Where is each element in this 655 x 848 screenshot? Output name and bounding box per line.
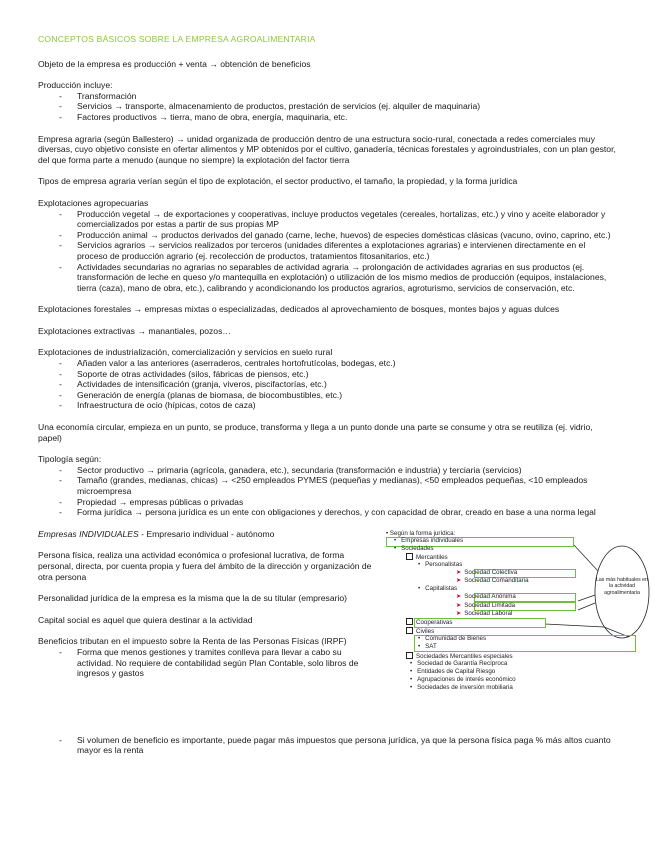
diagram-cooperativas: Cooperativas [406,618,452,627]
individuales-heading-rest: - Empresario individual - autónomo [138,528,275,539]
document-page [38,34,648,769]
diagram-capitalistas: • Capitalistas [418,584,458,592]
list-item: - Tamaño (grandes, medianas, chicas) → <250 empleados PYMES (pequeñas y medianas), <50 empleados pequeñas, <10 empleados microempresa [38,475,618,496]
agropecuarias-heading: Explotaciones agropecuarias [38,197,149,208]
list-item: - Propiedad → empresas públicas o privadas [38,497,618,508]
list-item: - Transformación [38,91,618,102]
diagram-mercantiles: Mercantiles [406,553,448,562]
diagram-laboral: ➤ Sociedad Laboral [456,609,513,617]
forma-juridica-diagram [382,531,650,729]
diagram-sat: • SAT [418,642,437,650]
diagram-comunidad: • Comunidad de Bienes [418,634,487,642]
diagram-colectiva: ➤ Sociedad Colectiva [456,568,518,576]
diagram-especial-item: • Agrupaciones de interés económico [410,675,516,683]
individuales-list [38,647,373,679]
list-item: - Producción animal → productos derivados del ganado (carne, leche, huevos) de especies domésticas clásicas (vacuno, ovino, caprino, etc.) [38,230,618,241]
list-item: - Actividades secundarias no agrarias no separables de actividad agraria → prolongación de actividades agrarias en sus productos (ej. transformación de leche en queso y/o mantequilla en explotación) o utilización de los mismo medios de producción (equipos, instalaciones, tierra (caza), mano de obra, etc.), calibrando y acondicionando los productos agrarios, agroturismo, servicios de conservación, etc. [38,262,618,294]
list-item: - Actividades de intensificación (granja, viveros, piscifactorías, etc.) [38,379,618,390]
list-item: - Producción vegetal → de exportaciones y cooperativas, incluye productos vegetales (cereales, hortalizas, etc.) y vino y aceite elaborador y comercializados por estas a partir de sus propias MP [38,209,618,230]
individuales-full-item [38,735,618,756]
diagram-especial-item: • Sociedades de inversión mobiliaria [410,683,513,691]
individuales-heading-italic: Empresas INDIVIDUALES [38,528,139,539]
diagram-anonima: ➤ Sociedad Anónima [456,592,516,600]
diagram-especial-item: • Entidades de Capital Riesgo [410,667,496,675]
tipos-paragraph: Tipos de empresa agraria verían según el tipo de explotación, el sector productivo, el tamaño, la propiedad, y la forma jurídica [38,176,518,187]
diagram-especial-item: • Sociedad de Garantía Recíproca [410,659,508,667]
forestales-paragraph: Explotaciones forestales → empresas mixtas o especializadas, dedicados al aprovechamiento de bosques, montes bajos y aguas dulces [38,304,560,315]
list-item: - Si volumen de beneficio es importante, puede pagar más impuestos que persona jurídica, ya que la persona física paga % más altos cuanto mayor es la renta [38,735,618,756]
individuales-p2: Personalidad jurídica de la empresa es la misma que la de su titular (empresario) [38,593,348,604]
tipologia-list [38,465,618,518]
page-title: CONCEPTOS BÁSICOS SOBRE LA EMPRESA AGROALIMENTARIA [38,34,316,44]
individuales-p3: Capital social es aquel que quiera destinar a la actividad [38,614,253,625]
individuales-text [38,529,373,679]
produccion-list [38,91,618,123]
list-item: - Infraestructura de ocio (hípicas, cotos de caza) [38,400,618,411]
individuales-heading [38,529,373,540]
list-item: - Generación de energía (planas de biomasa, de biocombustibles, etc.) [38,390,618,401]
list-item: - Forma jurídica → persona jurídica es un ente con obligaciones y derechos, y con capacidad de obrar, creado en base a una norma legal [38,507,618,518]
industrializacion-heading: Explotaciones de industrialización, comercialización y servicios en suelo rural [38,347,333,358]
produccion-heading: Producción incluye: [38,80,113,91]
industrializacion-list [38,358,618,411]
list-item: - Añaden valor a las anteriores (aserraderos, centrales hortofrutícolas, bodegas, etc.) [38,358,618,369]
diagram-limitada: ➤ Sociedad Limitada [456,601,516,609]
diagram-civiles: Civiles [406,627,434,636]
individuales-p1: Persona física, realiza una actividad económica o profesional lucrativa, de forma personal, directa, por cuenta propia y fuera del ámbito de la dirección y organización de otra persona [38,550,372,582]
agropecuarias-list [38,209,618,294]
diagram-header: • Según la forma jurídica: [386,529,456,537]
economia-circular-paragraph: Una economía circular, empieza en un punto, se produce, transforma y llega a un punto donde una parte se consume y otra se reutiliza (ej. vidrio, papel) [38,422,593,443]
diagram-comanditaria: ➤ Sociedad Comanditaria [456,576,529,584]
individuales-p4: Beneficios tributan en el impuesto sobre la Renta de las Personas Físicas (IRPF) [38,636,347,647]
empresa-agraria-paragraph: Empresa agraria (según Ballestero) → unidad organizada de producción dentro de una estructura socio-rural, conectada a redes comerciales muy diversas, cuyo objetivo consiste en ofertar alimentos y MP obtenidos por el cultivo, ganadería, técnicas forestales y agroindustriales, con un plan gestor, del que forma parte a menudo (aunque no siempre) la explotación del factor tierra [38,133,616,165]
list-item: - Soporte de otras actividades (silos, fábricas de piensos, etc.) [38,369,618,380]
list-item: - Sector productivo → primaria (agrícola, ganadera, etc.), secundaria (transformación e industria) y terciaria (servicios) [38,465,618,476]
diagram-mercantiles-especiales: Sociedades Mercantiles especiales [406,652,513,661]
tipologia-heading: Tipología según: [38,454,102,465]
diagram-sociedades: • Sociedades [394,544,434,552]
list-item: - Servicios agrarios → servicios realizados por terceros (unidades diferentes a explotaciones agrarias) e intervienen directamente en el proceso de producción agrario (ej. recolección de productos, tratamientos fitosanitarios, etc.) [38,240,618,261]
diagram-individuales: • Empresas individuales [394,536,464,544]
list-item: - Forma que menos gestiones y tramites conlleva para llevar a cabo su actividad. No requiere de contabilidad según Plan Contable, solo libros de ingresos y gastos [38,647,373,679]
ellipse-note: Las más habituales en la actividad agroalimentaria [596,576,648,596]
list-item: - Servicios → transporte, almacenamiento de productos, prestación de servicios (ej. alquiler de maquinaria) [38,101,618,112]
objeto-paragraph: Objeto de la empresa es producción + venta → obtención de beneficios [38,58,311,69]
list-item: - Factores productivos → tierra, mano de obra, energía, maquinaria, etc. [38,112,618,123]
individuales-section [38,528,648,769]
diagram-personalistas: • Personalistas [418,560,463,568]
extractivas-paragraph: Explotaciones extractivas → manantiales, pozos… [38,325,231,336]
